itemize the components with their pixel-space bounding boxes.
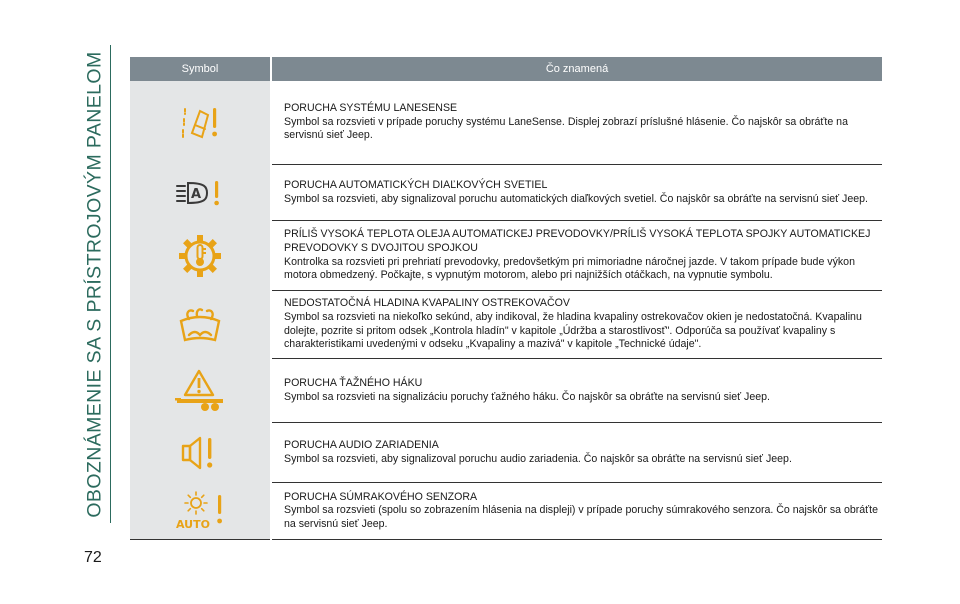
twilight-sensor-fault-icon	[174, 491, 226, 531]
header-symbol: Symbol	[130, 57, 270, 81]
lanesense-fault-icon	[178, 103, 222, 143]
auto-headlamp-fault-icon	[175, 178, 225, 208]
warning-symbol-table	[130, 57, 882, 540]
row-title: PORUCHA AUTOMATICKÝCH DIAĽKOVÝCH SVETIEL	[284, 178, 548, 191]
row-title: NEDOSTATOČNÁ HLADINA KVAPALINY OSTREKOVAČOV	[284, 297, 570, 310]
svg-text:A: A	[191, 187, 202, 202]
side-chapter-title: OBOZNÁMENIE SA S PRÍSTROJOVÝM PANELOM	[83, 50, 106, 518]
page-number: 72	[84, 549, 102, 566]
row-description: Symbol sa rozsvieti na signalizáciu poruchy ťažného háku. Čo najskôr sa obráťte na servisnú sieť Jeep.	[284, 390, 770, 403]
row-title: PORUCHA SYSTÉMU LANESENSE	[284, 102, 458, 115]
trailer-hitch-fault-icon	[175, 369, 225, 413]
table-header	[130, 57, 882, 81]
row-title: PORUCHA ŤAŽNÉHO HÁKU	[284, 376, 423, 389]
table-row	[130, 423, 882, 483]
row-description: Symbol sa rozsvieti, aby signalizoval poruchu audio zariadenia. Čo najskôr sa obráťte na servisnú sieť Jeep.	[284, 452, 792, 465]
row-title: PORUCHA AUDIO ZARIADENIA	[284, 438, 439, 451]
transmission-temperature-icon	[176, 232, 224, 280]
header-meaning: Čo znamená	[272, 57, 882, 81]
table-row	[130, 221, 882, 291]
row-description: Kontrolka sa rozsvieti pri prehriatí prevodovky, predovšetkým pri mimoriadne náročnej jazde. V takom prípade bude výkon motora obmedzený. Počkajte, s vypnutým motorom, alebo pri najnižších otáčkach, na vypnutie symbolu.	[284, 255, 855, 282]
audio-fault-icon	[180, 433, 220, 473]
row-description: Symbol sa rozsvieti v prípade poruchy systému LaneSense. Displej zobrazí príslušné hlásenie. Čo najskôr sa obráťte na servisnú sieť Jeep.	[284, 115, 848, 142]
table-row	[130, 81, 882, 165]
table-row	[130, 291, 882, 359]
row-description: Symbol sa rozsvieti na niekoľko sekúnd, aby indikoval, že hladina kvapaliny ostrekovačov okien je nedostatočná. Kvapalinu dolejte, pozrite si pritom odsek „Kontrola hladín" v kapitole „Údržba a starostlivosť". Odporúča sa používať kvapaliny s charakteristikami uvedenými v odseku „Kvapaliny a mazivá" v kapitole „Technické údaje".	[284, 310, 862, 351]
row-description: Symbol sa rozsvieti (spolu so zobrazením hlásenia na displeji) v prípade poruchy súmrakového senzora. Čo najskôr sa obráťte na servisnú sieť Jeep.	[284, 504, 878, 530]
row-title: PRÍLIŠ VYSOKÁ TEPLOTA OLEJA AUTOMATICKEJ PREVODOVKY/PRÍLIŠ VYSOKÁ TEPLOTA SPOJKY AUTOMATICKEJ PREVODOVKY S DVOJITOU SPOJKOU	[284, 228, 871, 254]
auto-label: AUTO	[176, 518, 210, 531]
table-row	[130, 359, 882, 423]
washer-fluid-icon	[175, 305, 225, 345]
table-row	[130, 165, 882, 221]
row-description: Symbol sa rozsvieti, aby signalizoval poruchu automatických diaľkových svetiel. Čo najskôr sa obráťte na servisnú sieť Jeep.	[284, 192, 868, 205]
side-divider	[110, 45, 111, 523]
row-title: PORUCHA SÚMRAKOVÉHO SENZORA	[284, 490, 478, 503]
table-row	[130, 483, 882, 540]
